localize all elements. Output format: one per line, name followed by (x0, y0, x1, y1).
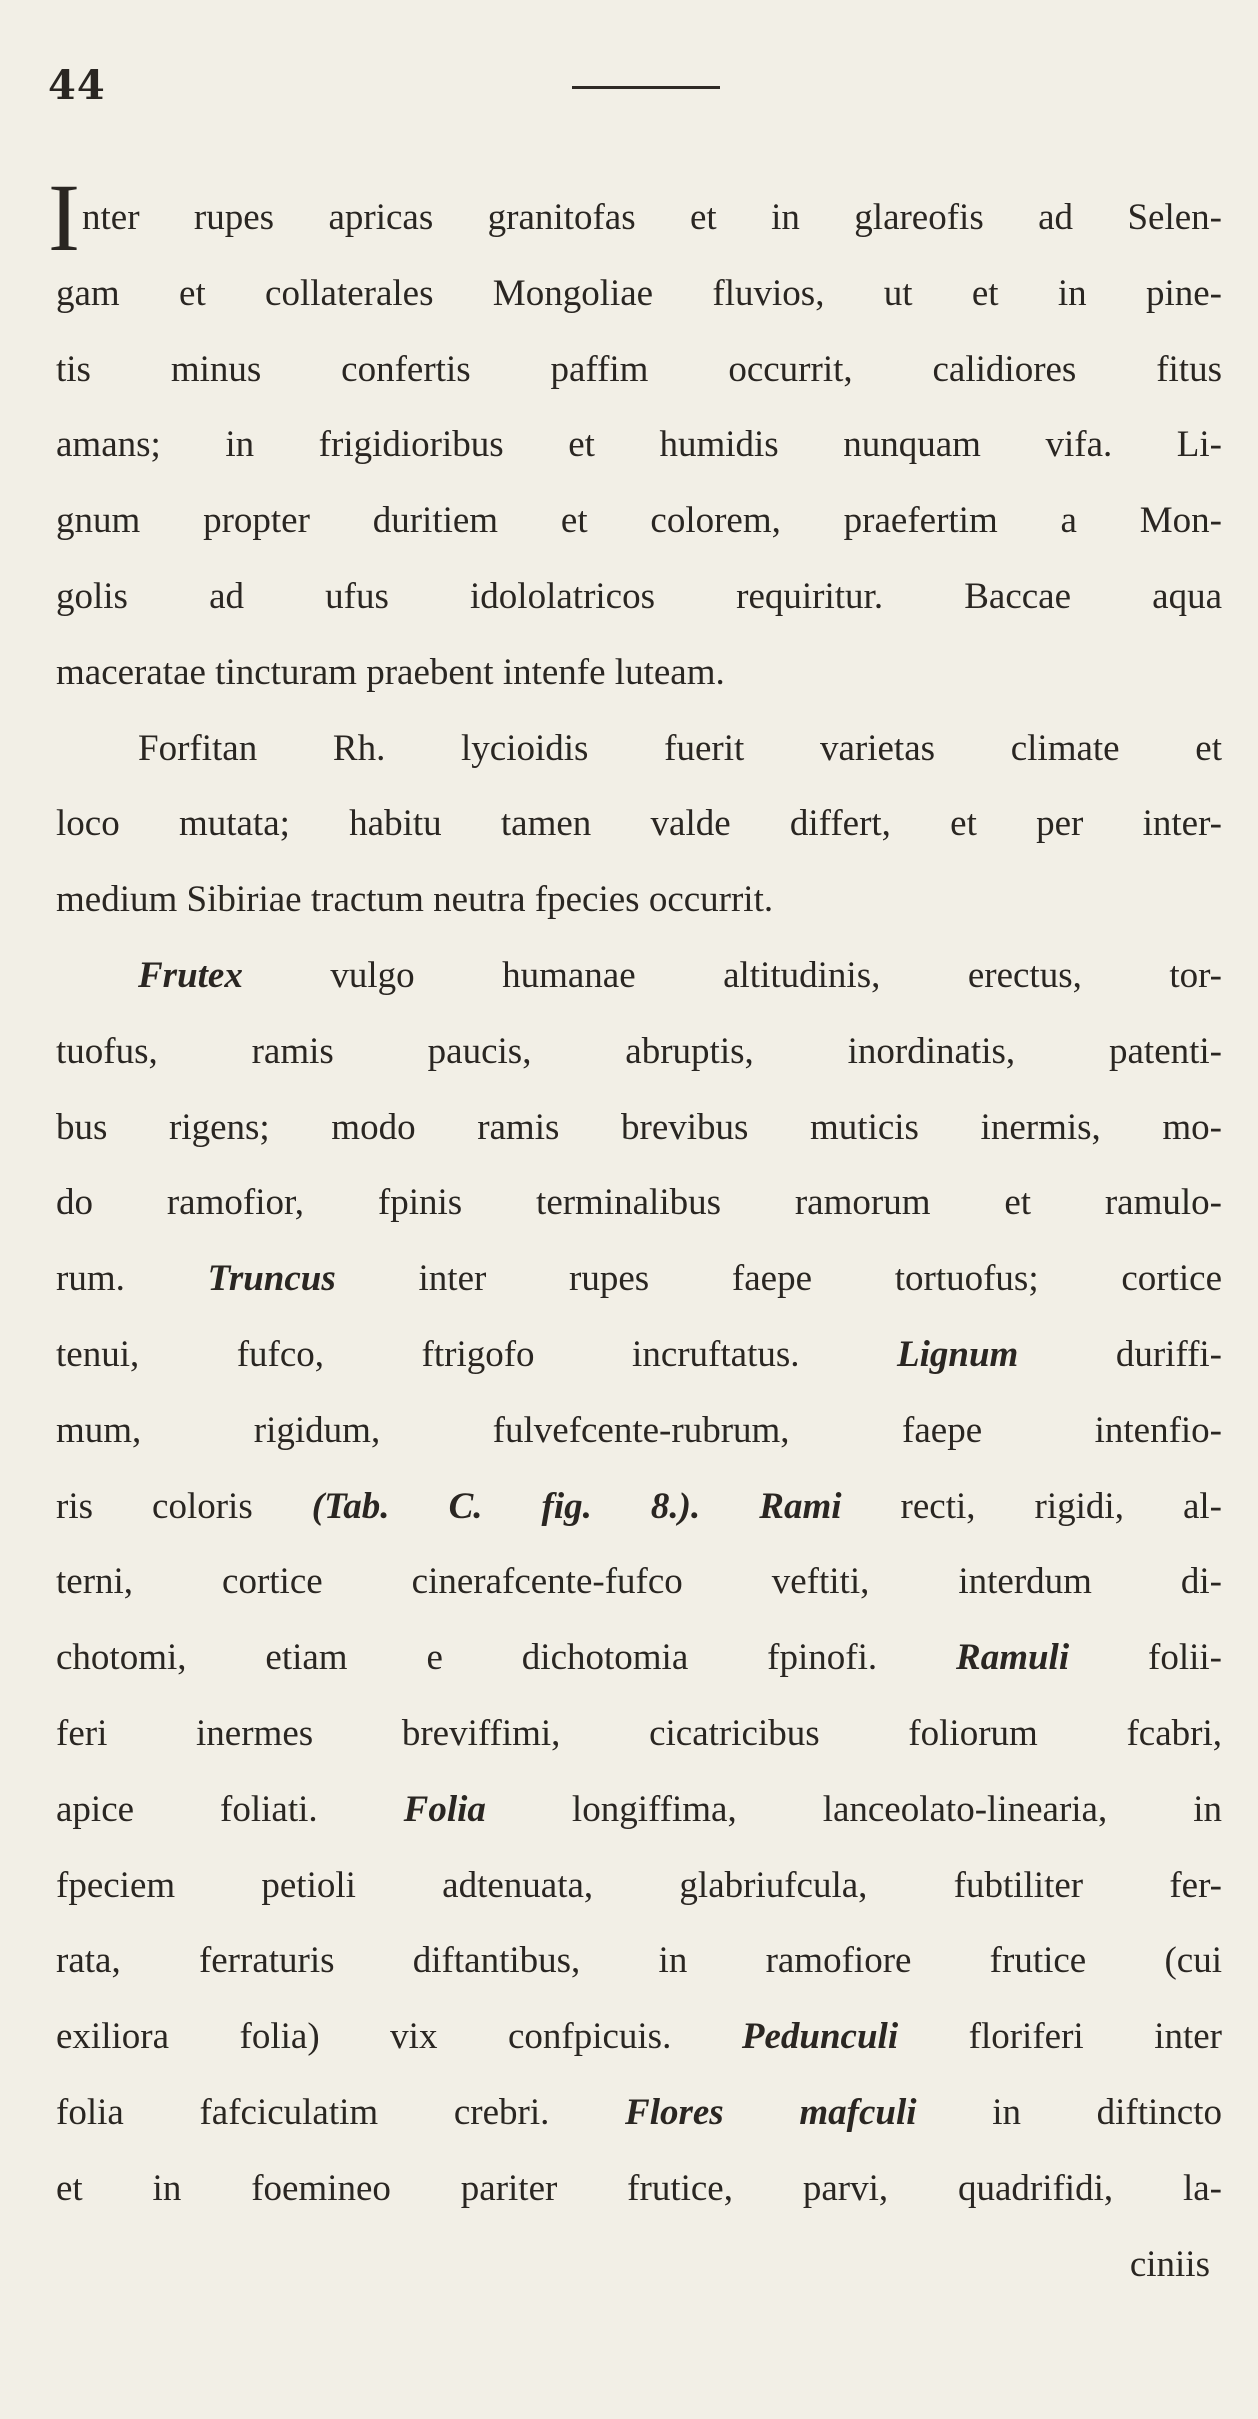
text-line (56, 711, 1222, 787)
text-line (56, 332, 1222, 408)
line-text: loco mutata; habitu tamen valde differt, et per inter- (56, 803, 1222, 845)
text-line (56, 1848, 1222, 1924)
line-text: tenui, fufco, ftrigofo incruftatus. (56, 1333, 897, 1375)
text-line (56, 1317, 1222, 1393)
line-text: floriferi inter (898, 2016, 1222, 2058)
line-text: folii- (1069, 1637, 1222, 1679)
line-text: et in foemineo pariter frutice, parvi, quadrifidi, la- (56, 2167, 1222, 2209)
text-line (56, 1772, 1222, 1848)
text-line (56, 1620, 1222, 1696)
paragraph (56, 938, 1222, 2227)
text-line (56, 862, 1222, 938)
line-text: inter rupes faepe tortuofus; cortice (335, 1258, 1222, 1300)
line-text: rum. (56, 1258, 208, 1300)
line-text: duriffi- (1018, 1333, 1222, 1375)
line-text: terni, cortice cinerafcente-fufco veftiti, interdum di- (56, 1561, 1222, 1603)
text-line (56, 1696, 1222, 1772)
line-text: gnum propter duritiem et colorem, praefertim a Mon- (56, 500, 1222, 542)
italic-term: Flores mafculi (625, 2091, 917, 2133)
italic-term: Pedunculi (741, 2016, 899, 2058)
line-text: recti, rigidi, al- (841, 1485, 1222, 1527)
text-line (56, 407, 1222, 483)
line-text: tuofus, ramis paucis, abruptis, inordinatis, patenti- (56, 1030, 1222, 1072)
text-line (56, 635, 1222, 711)
line-text: chotomi, etiam e dichotomia fpinofi. (56, 1637, 957, 1679)
line-text: tis minus confertis paffim occurrit, calidiores fitus (56, 348, 1222, 390)
text-line (56, 1469, 1222, 1545)
italic-term: Truncus (207, 1258, 336, 1300)
text-line (56, 1923, 1222, 1999)
text-line (56, 1014, 1222, 1090)
line-text: fpeciem petioli adtenuata, glabriufcula, fubtiliter fer- (56, 1864, 1222, 1906)
line-text: gam et collaterales Mongoliae fluvios, ut et in pine- (56, 272, 1222, 314)
text-line (56, 2075, 1222, 2151)
line-text: golis ad ufus idololatricos requiritur. Baccae aqua (56, 575, 1222, 617)
text-line (56, 180, 1222, 256)
italic-term: Frutex (138, 954, 243, 996)
italic-term: (Tab. C. fig. 8.). (311, 1485, 701, 1527)
text-line (56, 483, 1222, 559)
line-text: rata, ferraturis diftantibus, in ramofiore frutice (cui (56, 1940, 1222, 1982)
text-line (56, 559, 1222, 635)
text-line (56, 2151, 1222, 2227)
line-text: in diftincto (916, 2091, 1222, 2133)
line-text: apice foliati. (56, 1788, 404, 1830)
header-rule (572, 86, 720, 89)
text-line (56, 1165, 1222, 1241)
text-line (56, 1999, 1222, 2075)
paragraph (56, 711, 1222, 938)
line-text: folia fafciculatim crebri. (56, 2091, 626, 2133)
text-line (56, 1544, 1222, 1620)
line-text: maceratae tincturam praebent intenfe luteam. (56, 651, 725, 693)
line-text: medium Sibiriae tractum neutra fpecies occurrit. (56, 879, 774, 921)
italic-term: Lignum (897, 1333, 1019, 1375)
line-text: Forfitan Rh. lycioidis fuerit varietas climate et (138, 727, 1222, 769)
text-line (56, 256, 1222, 332)
paragraph (48, 164, 1222, 711)
text-line (56, 786, 1222, 862)
line-text: exiliora folia) vix confpicuis. (56, 2016, 742, 2058)
text-line (56, 938, 1222, 1014)
drop-cap: I (48, 164, 80, 271)
line-text: longiffima, lanceolato-linearia, in (485, 1788, 1222, 1830)
italic-term: Ramuli (956, 1637, 1070, 1679)
catchword: ciniis (1129, 2243, 1210, 2285)
line-text: do ramofior, fpinis terminalibus ramorum et ramulo- (56, 1182, 1222, 1224)
text-line (56, 1393, 1222, 1469)
line-text (700, 1486, 759, 1527)
line-text: ris coloris (56, 1485, 312, 1527)
italic-term: Rami (759, 1485, 842, 1527)
line-text: feri inermes breviffimi, cicatricibus foliorum fcabri, (56, 1712, 1222, 1754)
text-line (56, 1090, 1222, 1166)
line-text: nter rupes apricas granitofas et in glareofis ad Selen- (82, 197, 1222, 238)
text-line (56, 1241, 1222, 1317)
line-text: bus rigens; modo ramis brevibus muticis inermis, mo- (56, 1106, 1222, 1148)
italic-term: Folia (403, 1788, 486, 1830)
line-text: amans; in frigidioribus et humidis nunquam vifa. Li- (56, 424, 1222, 466)
page-number: 44 (48, 62, 106, 109)
line-text: mum, rigidum, fulvefcente-rubrum, faepe intenfio- (56, 1409, 1222, 1451)
line-text: vulgo humanae altitudinis, erectus, tor- (242, 954, 1222, 996)
body-text (48, 164, 1222, 2302)
